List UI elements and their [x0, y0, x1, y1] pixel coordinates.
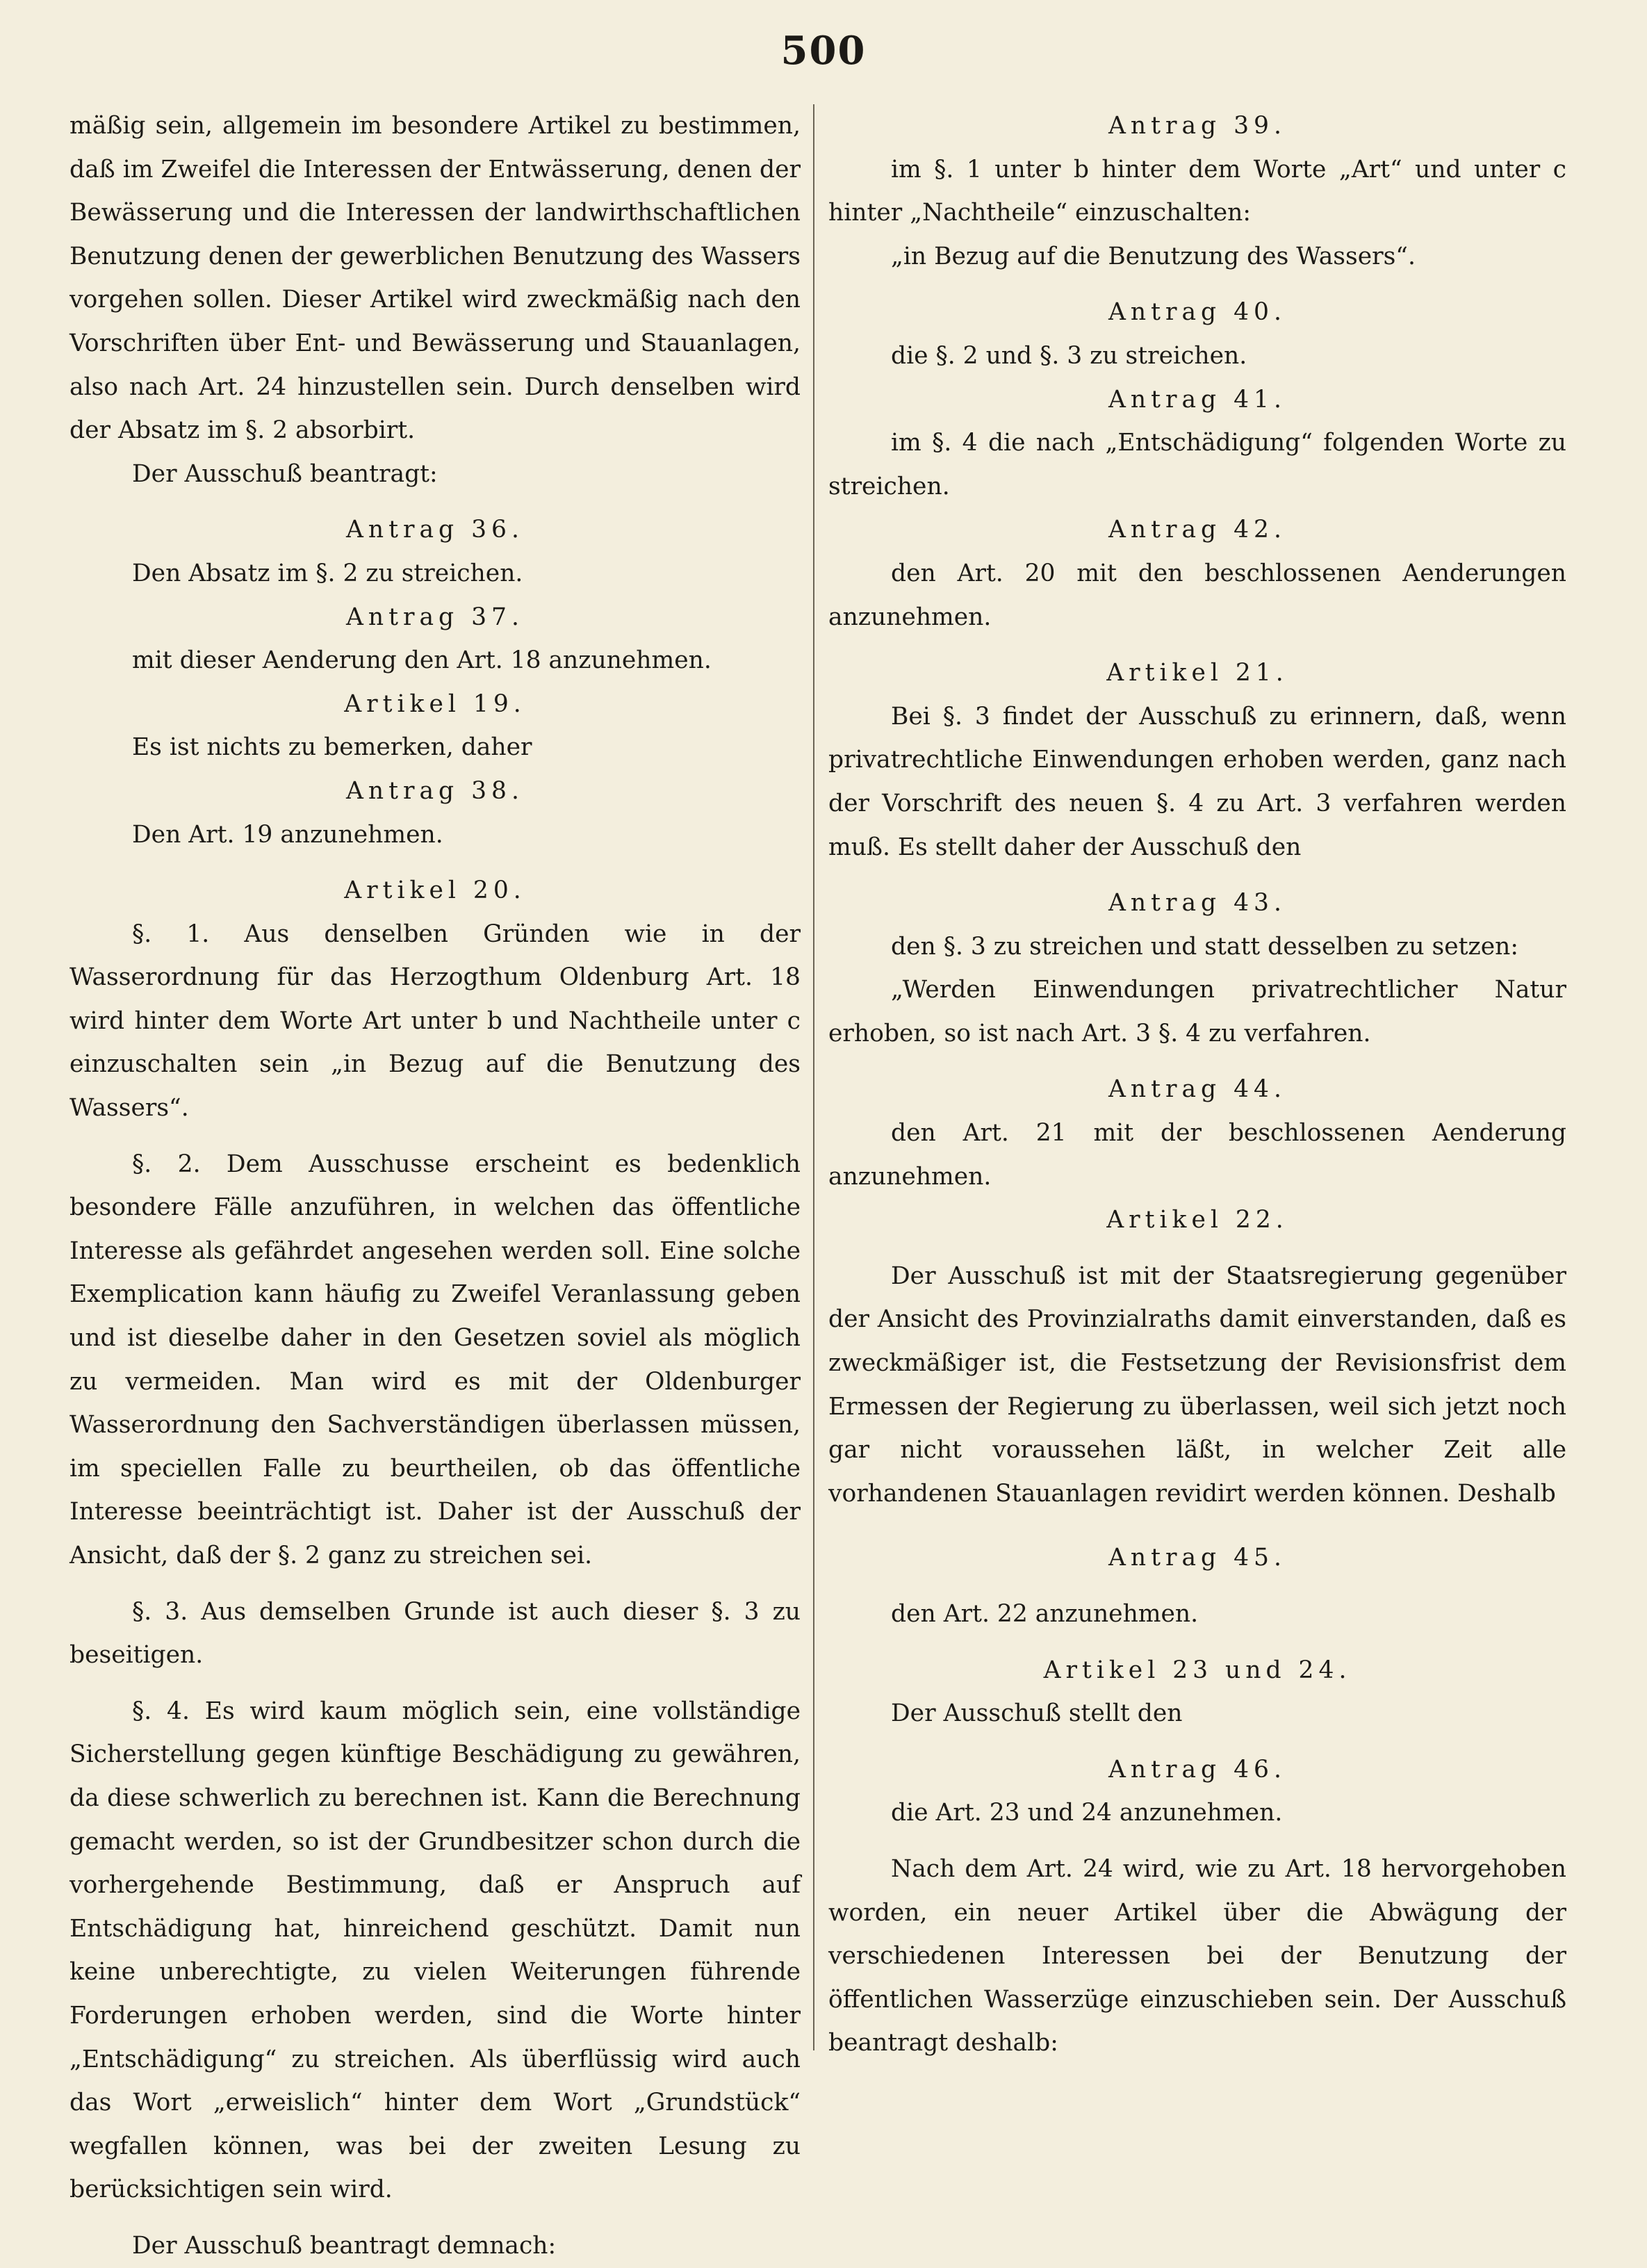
antrag-text: den Art. 20 mit den beschlossenen Aenderungen anzunehmen.	[828, 559, 1566, 631]
artikel-heading: Artikel 19.	[344, 690, 526, 718]
antrag-heading: Antrag 43.	[1108, 889, 1286, 917]
paragraph: §. 3. Aus demselben Grunde ist auch dieser §. 3 zu beseitigen.	[69, 1597, 801, 1670]
artikel-heading: Artikel 20.	[344, 876, 526, 905]
left-column	[69, 104, 801, 2268]
paragraph: Nach dem Art. 24 wird, wie zu Art. 18 hervorgehoben worden, ein neuer Artikel über die Abwägung der verschiedenen Interessen bei der Benutzung der öffentlichen Wasserzüge einzuschieben sein. Der Ausschuß beantragt deshalb:	[828, 1854, 1566, 2057]
paragraph: Der Ausschuß beantragt:	[132, 459, 438, 488]
antrag-text: die Art. 23 und 24 anzunehmen.	[891, 1799, 1283, 1827]
antrag-text: den §. 3 zu streichen und statt desselben zu setzen:	[891, 932, 1518, 961]
antrag-heading: Antrag 40.	[1108, 298, 1286, 327]
antrag-heading: Antrag 37.	[346, 603, 524, 631]
paragraph: §. 4. Es wird kaum möglich sein, eine vollständige Sicherstellung gegen künftige Beschädigung zu gewähren, da diese schwerlich zu berechnen ist. Kann die Berechnung gemacht werden, so ist der Grundbesitzer schon durch die vorhergehende Bestimmung, daß er Anspruch auf Entschädigung hat, hinreichend geschützt. Damit nun keine unberechtigte, zu vielen Weiterungen führende Forderungen erhoben werden, sind die Worte hinter „Entschädigung“ zu streichen. Als überflüssig wird auch das Wort „erweislich“ hinter dem Wort „Grundstück“ wegfallen können, was bei der zweiten Lesung zu berücksichtigen sein wird.	[69, 1697, 801, 2204]
antrag-text: im §. 1 unter b hinter dem Worte „Art“ und unter c hinter „Nachtheile“ einzuschalten:	[828, 155, 1566, 227]
column-divider	[813, 104, 814, 2050]
antrag-heading: Antrag 39.	[1108, 112, 1286, 140]
antrag-text: den Art. 21 mit der beschlossenen Aenderung anzunehmen.	[828, 1119, 1566, 1191]
page-number: 500	[780, 28, 867, 74]
paragraph: Der Ausschuß ist mit der Staatsregierung gegenüber der Ansicht des Provinzialraths damit einverstanden, daß es zweckmäßiger ist, die Festsetzung der Revisionsfrist dem Ermessen der Regierung zu überlassen, weil sich jetzt noch gar nicht voraussehen läßt, in welcher Zeit alle vorhandenen Stauanlagen revidirt werden können. Deshalb	[828, 1262, 1566, 1508]
antrag-text: „in Bezug auf die Benutzung des Wassers“.	[891, 242, 1416, 270]
antrag-text: den Art. 22 anzunehmen.	[891, 1600, 1199, 1628]
paragraph: Der Ausschuß stellt den	[891, 1699, 1183, 1728]
antrag-text: Den Absatz im §. 2 zu streichen.	[132, 559, 523, 587]
antrag-heading: Antrag 45.	[1108, 1544, 1286, 1572]
antrag-heading: Antrag 36.	[346, 516, 524, 544]
artikel-heading: Artikel 21.	[1106, 659, 1288, 687]
antrag-heading: Antrag 44.	[1108, 1075, 1286, 1104]
antrag-text: im §. 4 die nach „Entschädigung“ folgenden Worte zu streichen.	[828, 429, 1566, 500]
antrag-heading: Antrag 42.	[1108, 516, 1286, 544]
paragraph: §. 2. Dem Ausschusse erscheint es bedenklich besondere Fälle anzuführen, in welchen das öffentliche Interesse als gefährdet angesehen werden soll. Eine solche Exemplication kann häufig zu Zweifel Veranlassung geben und ist dieselbe daher in den Gesetzen soviel als möglich zu vermeiden. Man wird es mit der Oldenburger Wasserordnung den Sachverständigen überlassen müssen, im speciellen Falle zu beurtheilen, ob das öffentliche Interesse beeinträchtigt ist. Daher ist der Ausschuß der Ansicht, daß der §. 2 ganz zu streichen sei.	[69, 1150, 801, 1569]
antrag-text: mit dieser Aenderung den Art. 18 anzunehmen.	[132, 646, 712, 675]
paragraph: Bei §. 3 findet der Ausschuß zu erinnern, daß, wenn privatrechtliche Einwendungen erhoben werden, ganz nach der Vorschrift des neuen §. 4 zu Art. 3 verfahren werden muß. Es stellt daher der Ausschuß den	[828, 702, 1566, 861]
paragraph: mäßig sein, allgemein im besondere Artikel zu bestimmen, daß im Zweifel die Interessen der Entwässerung, denen der Bewässerung und die Interessen der landwirthschaftlichen Benutzung denen der gewerblichen Benutzung des Wassers vorgehen sollen. Dieser Artikel wird zweckmäßig nach den Vorschriften über Ent- und Bewässerung und Stauanlagen, also nach Art. 24 hinzustellen sein. Durch denselben wird der Absatz im §. 2 absorbirt.	[69, 112, 801, 445]
antrag-heading: Antrag 41.	[1108, 385, 1286, 414]
antrag-text: die §. 2 und §. 3 zu streichen.	[891, 341, 1247, 370]
paragraph: §. 1. Aus denselben Gründen wie in der Wasserordnung für das Herzogthum Oldenburg Art. 18 wird hinter dem Worte Art unter b und Nachtheile unter c einzuschalten sein „in Bezug auf die Benutzung des Wassers“.	[69, 920, 801, 1123]
paragraph: Der Ausschuß beantragt demnach:	[132, 2231, 557, 2260]
antrag-text: Den Art. 19 anzunehmen.	[132, 820, 443, 849]
antrag-text: „Werden Einwendungen privatrechtlicher Natur erhoben, so ist nach Art. 3 §. 4 zu verfahren.	[828, 976, 1566, 1047]
antrag-heading: Antrag 46.	[1108, 1755, 1286, 1784]
artikel-heading: Artikel 23 und 24.	[1043, 1656, 1352, 1684]
antrag-heading: Antrag 38.	[346, 776, 524, 805]
artikel-heading: Artikel 22.	[1106, 1206, 1288, 1234]
right-column	[828, 104, 1566, 2065]
paragraph: Es ist nichts zu bemerken, daher	[132, 733, 532, 762]
